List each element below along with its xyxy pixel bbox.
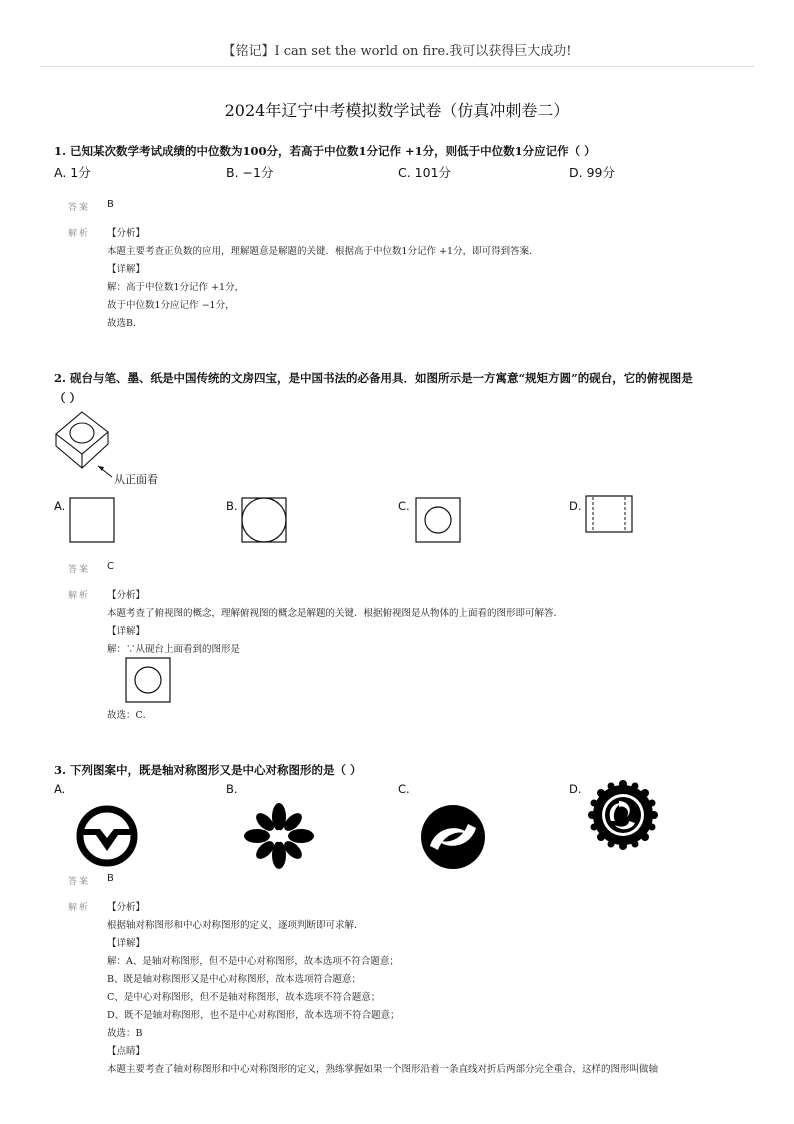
q3-analysis-line: B、既是轴对称图形又是中心对称图形，故本选项符合题意； (107, 974, 361, 985)
q2-answer-value: C (107, 561, 114, 572)
header-divider (40, 66, 754, 67)
q3-option-a-emblem[interactable] (70, 804, 144, 868)
q2-option-b[interactable]: B. (226, 499, 238, 513)
q3-analysis-line: 故选：B (107, 1028, 143, 1039)
q2-stem: 2. 砚台与笔、墨、纸是中国传统的文房四宝，是中国书法的必备用具．如图所示是一方寓意“规矩方圆”的砚台，它的俯视图是 (54, 371, 693, 385)
q3-option-c[interactable]: C. (398, 782, 410, 796)
q3-option-b[interactable]: B. (226, 782, 238, 796)
q1-analysis-line: 【详解】 (107, 264, 146, 275)
q3-analysis-line: C、是中心对称图形，但不是轴对称图形，故本选项不符合题意； (107, 992, 381, 1003)
q3-answer-label: 答案 (68, 877, 91, 887)
q2-stem-blank: （ ） (54, 391, 82, 405)
q2-option-c-square-small-circle[interactable] (414, 496, 464, 544)
q3-stem: 3. 下列图案中，既是轴对称图形又是中心对称图形的是（ ） (54, 763, 362, 777)
q3-analysis-line: D、既不是轴对称图形，也不是中心对称图形，故本选项不符合题意； (107, 1010, 400, 1021)
q3-analysis-line: 【详解】 (107, 938, 146, 949)
page-title: 2024年辽宁中考模拟数学试卷（仿真冲刺卷二） (224, 101, 570, 120)
q3-option-d[interactable]: D. (569, 782, 582, 796)
q2-option-a-square[interactable] (68, 496, 118, 544)
q1-analysis-label: 解析 (68, 229, 91, 239)
q1-answer-value: B (107, 199, 114, 210)
q3-analysis-line: 解：A、是轴对称图形，但不是中心对称图形，故本选项不符合题意； (107, 956, 399, 967)
q2-option-c[interactable]: C. (398, 499, 410, 513)
q3-option-c-swirl[interactable] (418, 804, 488, 870)
q2-analysis-line: 解：∵从砚台上面看到的图形是 (107, 644, 241, 655)
q2-solution-figure (124, 656, 172, 704)
q2-option-b-square-inscribed-circle[interactable] (240, 496, 290, 544)
q3-analysis-line: 【分析】 (107, 902, 146, 913)
q2-analysis-line: 本题考查了俯视图的概念，理解俯视图的概念是解题的关键．根据俯视图是从物体的上面看的图形即可解答． (107, 608, 564, 619)
q1-analysis-line: 故于中位数1分应记作 −1分， (107, 300, 235, 311)
q3-analysis-label: 解析 (68, 903, 91, 913)
q3-analysis-line: 根据轴对称图形和中心对称图形的定义，逐项判断即可求解． (107, 920, 364, 931)
q2-answer-label: 答案 (68, 565, 91, 575)
q2-analysis-line: 【详解】 (107, 626, 146, 637)
q2-analysis-conclusion: 故选：C． (107, 710, 153, 721)
q1-option-c[interactable]: C. 101分 (398, 165, 452, 180)
q2-option-a[interactable]: A. (54, 499, 66, 513)
q3-option-b-flower[interactable] (243, 802, 315, 870)
q1-analysis-line: 故选B． (107, 318, 143, 329)
header-motto: 【铭记】I can set the world on fire.我可以获得巨大成功! (222, 44, 572, 59)
q1-stem: 1. 已知某次数学考试成绩的中位数为100分，若高于中位数1分记作 +1分，则低于中位数1分应记作（ ） (54, 144, 596, 158)
q2-figure-caption: 从正面看 (114, 473, 158, 486)
q1-analysis-line: 解：高于中位数1分记作 +1分， (107, 282, 245, 293)
q3-answer-value: B (107, 873, 114, 884)
q1-analysis-line: 本题主要考查正负数的应用，理解题意是解题的关键．根据高于中位数1分记作 +1分，即可得到答案． (107, 246, 539, 257)
q2-analysis-label: 解析 (68, 591, 91, 601)
q3-analysis-line: 本题主要考查了轴对称图形和中心对称图形的定义，熟练掌握如果一个图形沿着一条直线对折后两部分完全重合，这样的图形叫做轴 (107, 1064, 659, 1075)
q3-analysis-line: 【点睛】 (107, 1046, 146, 1057)
q3-option-d-gear-emblem[interactable] (586, 778, 660, 852)
q2-option-d-rect-dashed[interactable] (584, 494, 636, 536)
q2-option-d[interactable]: D. (569, 499, 582, 513)
q1-analysis-line: 【分析】 (107, 228, 146, 239)
q1-answer-label: 答案 (68, 203, 91, 213)
q3-option-a[interactable]: A. (54, 782, 66, 796)
q1-option-d[interactable]: D. 99分 (569, 165, 615, 180)
q1-option-b[interactable]: B. −1分 (226, 165, 274, 180)
q2-analysis-line: 【分析】 (107, 590, 146, 601)
q1-option-a[interactable]: A. 1分 (54, 165, 91, 180)
